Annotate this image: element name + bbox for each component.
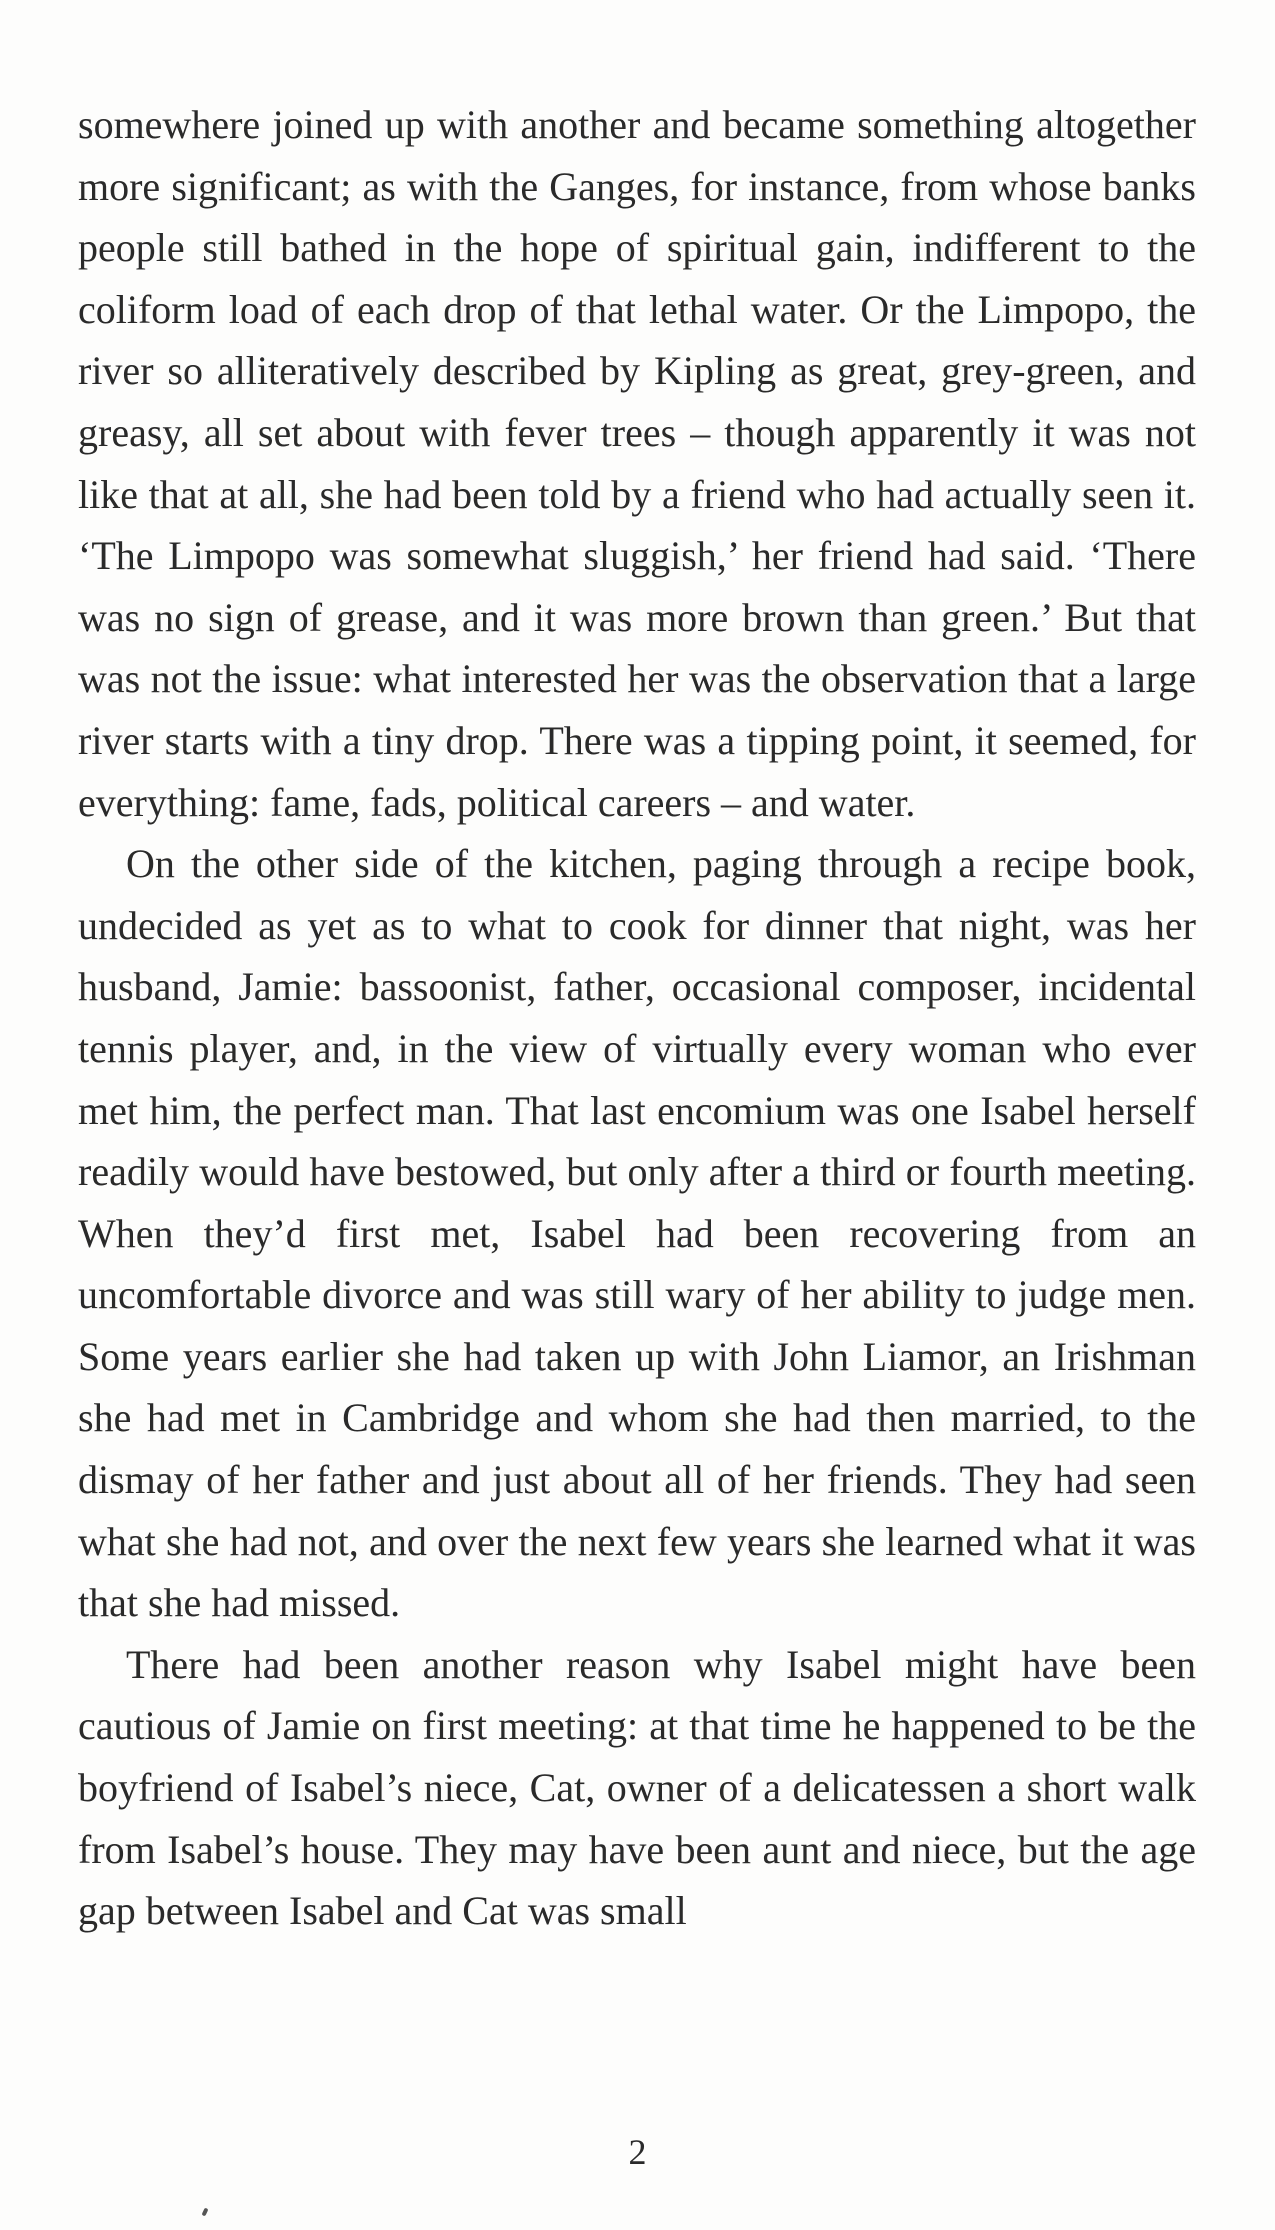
paragraph-another-reason: There had been another reason why Isabel might have been cautious of Jamie on first meeting: at that time he happened to be the boyfriend of Isabel’s niece, Cat, owner of a delicatessen a short walk from Isabel’s house. They may have been aunt and niece, but the age gap between Isabel and Cat was small [78,1641,1196,1934]
paragraph-kitchen: On the other side of the kitchen, paging through a recipe book, undecided as yet as to what to cook for dinner that night, was her husband, Jamie: bassoonist, father, occasional composer, incidental tennis player, and, in the view of virtually every woman who ever met him, the perfect man. That last encomium was one Isabel herself readily would have bestowed, but only after a third or fourth meeting. When they’d first met, Isabel had been recovering from an uncomfortable divorce and was still wary of her ability to judge men. Some years earlier she had taken up with John Liamor, an Irishman she had met in Cambridge and whom she had then married, to the dismay of her father and just about all of her friends. They had seen what she had not, and over the next few years she learned what it was that she had missed. [78,841,1196,1626]
page-number: 2 [628,2132,647,2172]
paragraph-continuation: somewhere joined up with another and became something altogether more significant; as with the Ganges, for instance, from whose banks people still bathed in the hope of spiritual gain, indifferent to the coliform load of each drop of that lethal water. Or the Limpopo, the river so alliteratively described by Kipling as great, grey-green, and greasy, all set about with fever trees – though apparently it was not like that at all, she had been told by a friend who had actually seen it. ‘The Limpopo was somewhat sluggish,’ her friend had said. ‘There was no sign of grease, and it was more brown than green.’ But that was not the issue: what interested her was the observation that a large river starts with a tiny drop. There was a tipping point, it seemed, for everything: fame, fads, political careers – and water. [78,102,1196,825]
ink-speck [201,2208,208,2217]
body-text [78,94,1196,1942]
